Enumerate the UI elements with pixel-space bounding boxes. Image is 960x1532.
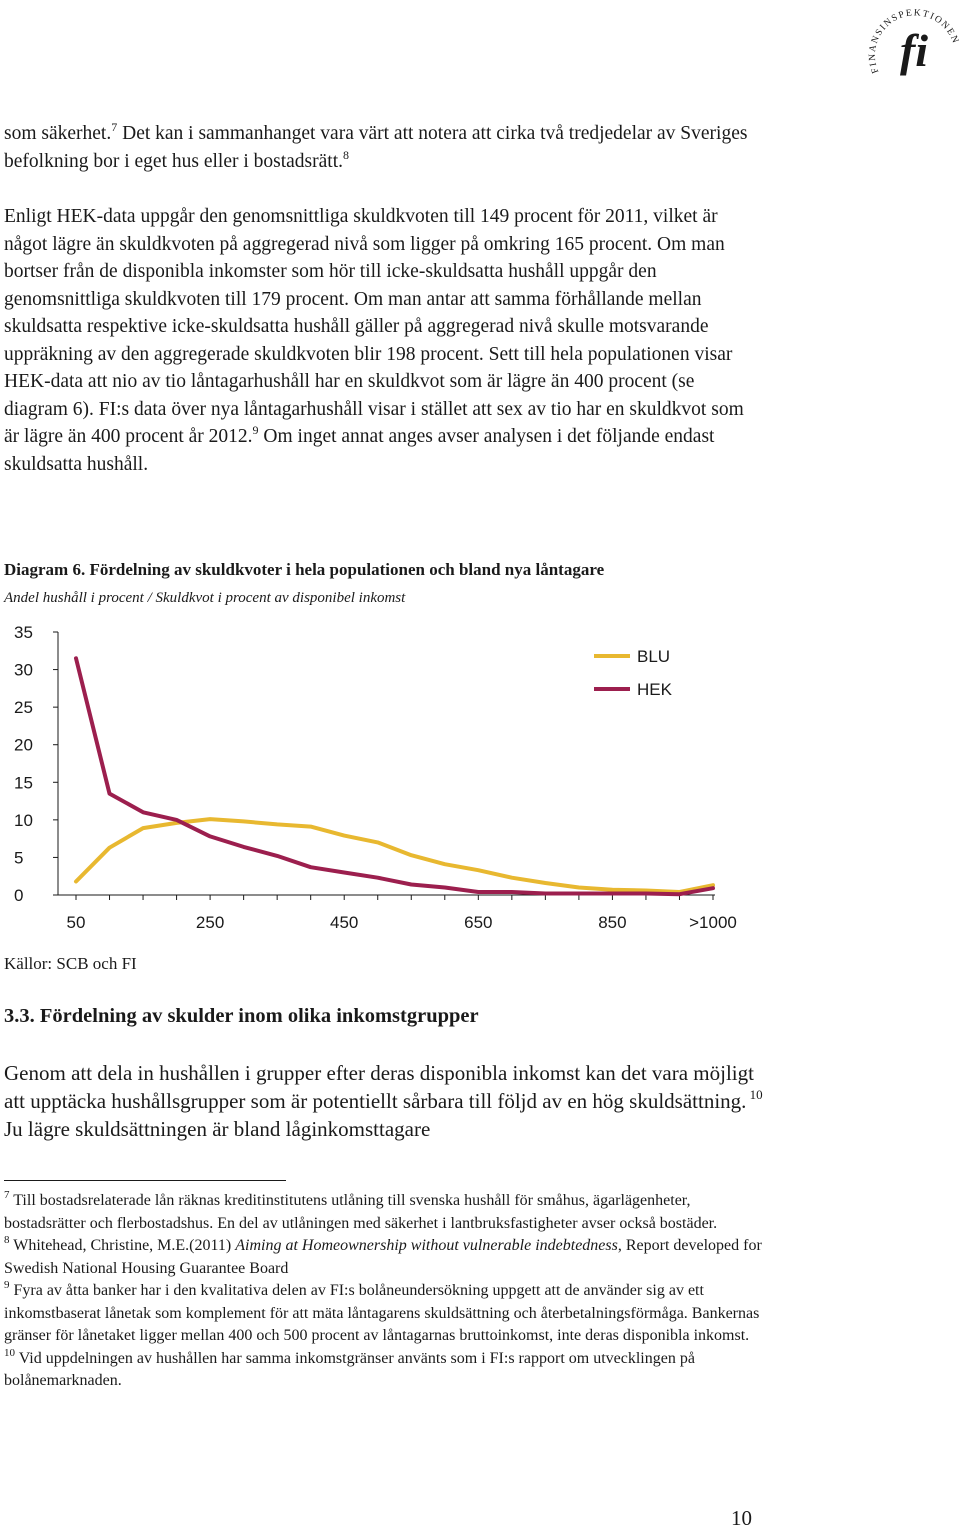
legend-label-blu: BLU (637, 647, 671, 666)
series-line-hek (76, 658, 713, 894)
paragraph-3: Genom att dela in hushållen i grupper efter deras disponibla inkomst kan det vara möjligt att upptäcka hushållsgrupper som är potentiellt sårbara till följd av en hög skuldsättning. $^{10}$ Ju lägre skuldsättningen är bland låginkomsttagare (4, 1061, 763, 1141)
debt-ratio-chart (0, 615, 760, 950)
footnote-10: $^{10}$ Vid uppdelningen av hushållen har samma inkomstgränser använts som i FI:s rapport om utvecklingen på bolånemarknaden. (4, 1346, 695, 1389)
footnote-7: $^7$ Till bostadsrelaterade lån räknas kreditinstitutens utlåning till svenska hushåll för småhus, ägarlägenheter, bostadsrätter och flerbostadshus. En del av utlåningen med säkerhet i lantbruksfastigheter avser också bostäder. (4, 1189, 718, 1232)
page-number: 10 (731, 1506, 752, 1530)
x-tick-label: 450 (330, 913, 359, 932)
footnote-ref-7: 7 (111, 120, 118, 134)
diagram-subtitle: Andel hushåll i procent / Skuldkvot i procent av disponibel inkomst (4, 590, 406, 606)
footnote-ref-9: 9 (252, 423, 259, 437)
footnote-8: $^8$ Whitehead, Christine, M.E.(2011) Aiming at Homeownership without vulnerable indebtedness, Report developed for Swedish National Housing Guarantee Board (4, 1234, 762, 1277)
footnote-divider (4, 1180, 286, 1181)
logo-ring-text: FINANSINSPEKTIONEN (868, 8, 960, 75)
x-tick-label: 50 (66, 913, 86, 932)
y-tick-label: 35 (14, 623, 33, 642)
y-tick-label: 20 (14, 735, 33, 755)
paragraph-1: som säkerhet.$^7$ Det kan i sammanhanget vara värt att notera att cirka två tredjedelar av Sveriges befolkning bor i eget hus eller i bostadsrätt.$^8$ (4, 120, 748, 172)
y-tick-label: 25 (14, 698, 33, 718)
x-tick-label: 250 (195, 913, 225, 932)
footnote-9: $^9$ Fyra av åtta banker har i den kvalitativa delen av FI:s bolåneundersökning uppgett att de använder sig av ett inkomstbaserat lånetak som komplement för att mäta låntagarens skuldsättning och återbetalningsförmåga. Bankernas gränser för lånetaket ligger mellan 400 och 500 procent av låntagarnas bruttoinkomst, inte deras disponibla inkomst. (4, 1279, 760, 1344)
footnote-ref-8: 8 (343, 147, 350, 162)
x-tick-label: 650 (464, 913, 493, 932)
y-tick-label: 30 (14, 660, 33, 680)
x-tick-label: 850 (598, 913, 627, 932)
y-tick-label: 0 (14, 886, 24, 905)
diagram-source: Källor: SCB och FI (4, 954, 137, 973)
x-tick-label: >1000 (689, 913, 737, 932)
finansinspektionen-logo (868, 0, 960, 88)
diagram-title: Diagram 6. Fördelning av skuldkvoter i hela populationen och bland nya låntagare (4, 560, 605, 579)
y-tick-label: 5 (14, 848, 24, 868)
y-tick-label: 15 (14, 773, 33, 793)
footnotes (4, 1190, 764, 1393)
section-heading: 3.3. Fördelning av skulder inom olika inkomstgrupper (4, 1005, 479, 1027)
y-tick-label: 10 (14, 810, 33, 830)
paragraph-2: Enligt HEK-data uppgår den genomsnittliga skuldkvoten till 149 procent för 2011, vilket är något lägre än skuldkvoten på aggregerad nivå som ligger på omkring 165 procent. Om man bortser från de disponibla inkomster som hör till icke-skuldsatta hushåll uppgår den genomsnittliga skuldkvoten till 179 procent. Om man antar att samma förhållande mellan skuldsatta respektive icke-skuldsatta hushåll gäller på aggregerad nivå skulle motsvarande uppräkning av den aggregerade skuldkvoten blir 198 procent. Sett till hela populationen visar HEK-data att nio av tio låntagarhushåll har en skuldkvot som är lägre än 400 procent (se diagram 6). FI:s data över nya låntagarhushåll visar i stället att sex av tio har en skuldkvot som är lägre än 400 procent år 2012.$^9$ Om inget annat anges avser analysen i det följande endast skuldsatta hushåll. (4, 206, 744, 475)
logo-mark: fi (899, 25, 929, 76)
legend-label-hek: HEK (637, 680, 672, 699)
footnote-ref-10: 10 (746, 1087, 763, 1102)
